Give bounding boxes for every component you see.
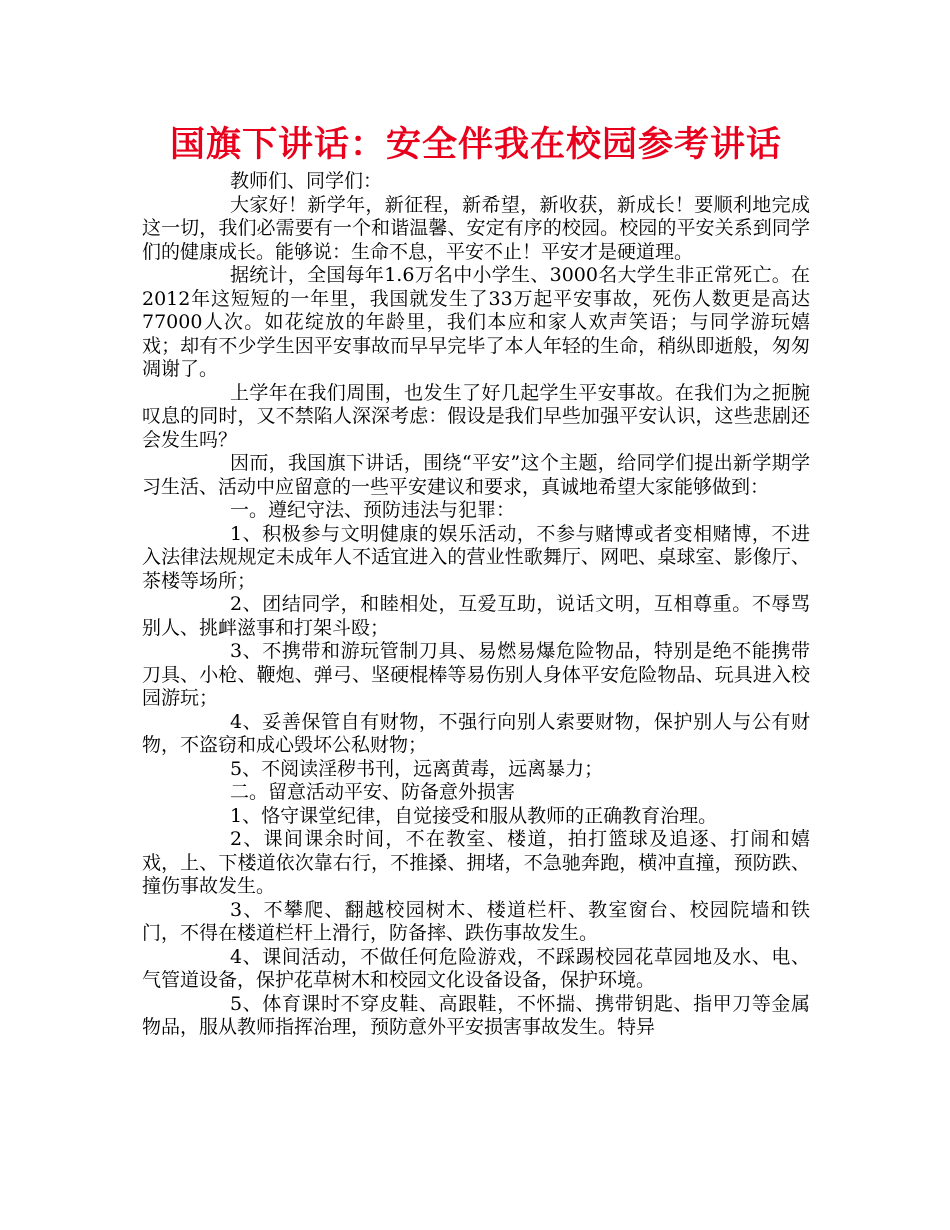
list-item: 2、课间课余时间，不在教室、楼道，拍打篮球及追逐、打闹和嬉戏，上、下楼道依次靠右行，不推搡、拥堵，不急驰奔跑，横冲直撞，预防跌、撞伤事故发生。 [142,828,810,897]
list-item: 1、积极参与文明健康的娱乐活动，不参与赌博或者变相赌博，不进入法律法规规定未成年人不适宜进入的营业性歌舞厅、网吧、桌球室、影像厅、茶楼等场所； [142,522,810,592]
list-item: 3、不携带和游玩管制刀具、易燃易爆危险物品，特别是绝不能携带刀具、小枪、鞭炮、弹弓、坚硬棍棒等易伤别人身体平安危险物品、玩具进入校园游玩； [142,640,810,709]
list-item: 3、不攀爬、翻越校园树木、楼道栏杆、教室窗台、校园院墙和铁门，不得在楼道栏杆上滑行，防备摔、跌伤事故发生。 [142,898,810,944]
paragraph: 因而，我国旗下讲话，围绕“平安”这个主题，给同学们提出新学期学习生活、活动中应留意的一些平安建议和要求，真诚地希望大家能够做到： [142,452,810,498]
paragraph: 据统计，全国每年1.6万名中小学生、3000名大学生非正常死亡。在2012年这短短的一年里，我国就发生了33万起平安事故，死伤人数更是高达77000人次。如花绽放的年龄里，我们本应和家人欢声笑语；与同学游玩嬉戏；却有不少学生因平安事故而早早完毕了本人年轻的生命，稍纵即逝般，匆匆凋谢了。 [142,264,810,380]
list-item: 1、恪守课堂纪律，自觉接受和服从教师的正确教育治理。 [230,804,718,827]
section-heading: 一。遵纪守法、预防违法与犯罪： [230,499,516,521]
list-item: 4、课间活动，不做任何危险游戏，不踩踢校园花草园地及水、电、气管道设备，保护花草树木和校园文化设备设备，保护环境。 [142,945,810,991]
list-item: 4、妥善保管自有财物，不强行向别人索要财物，保护别人与公有财物，不盗窃和成心毁坏公私财物； [142,710,810,756]
document-page [142,120,810,1120]
list-item: 2、团结同学，和睦相处，互爱互助，说话文明，互相尊重。不辱骂别人、挑衅滋事和打架斗殴； [142,593,810,639]
paragraph: 大家好！新学年，新征程，新希望，新收获，新成长！要顺利地完成这一切，我们必需要有一个和谐温馨、安定有序的校园。校园的平安关系到同学们的健康成长。能够说：生命不息，平安不止！平安才是硬道理。 [142,193,810,263]
document-body [142,170,810,1040]
list-item: 5、不阅读淫秽书刊，远离黄毒，远离暴力； [230,757,604,780]
document-title: 国旗下讲话：安全伴我在校园参考讲话 [169,125,782,165]
paragraph-greeting: 教师们、同学们： [230,170,383,192]
list-item: 5、体育课时不穿皮鞋、高跟鞋，不怀揣、携带钥匙、指甲刀等金属物品，服从教师指挥治理，预防意外平安损害事故发生。特异 [142,992,810,1038]
paragraph: 上学年在我们周围，也发生了好几起学生平安事故。在我们为之扼腕叹息的同时，又不禁陷人深深考虑：假设是我们早些加强平安认识，这些悲剧还会发生吗？ [142,381,810,451]
section-heading: 二。留意活动平安、防备意外损害 [230,781,516,803]
